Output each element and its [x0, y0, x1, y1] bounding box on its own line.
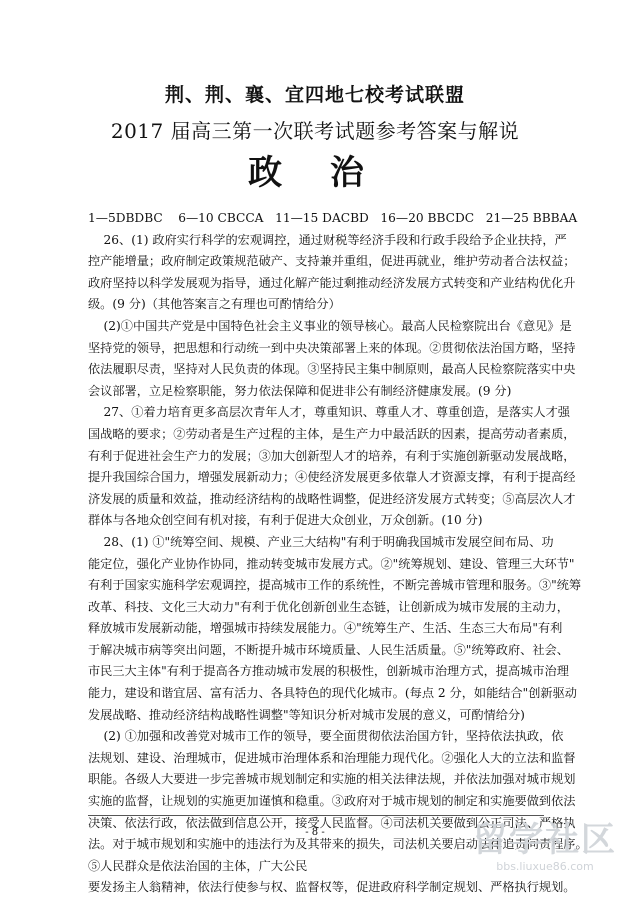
- answer-line: 济发展的质量和效益，推动经济结构的战略性调整，促进经济发展方式转变；⑤高层次人才: [88, 491, 576, 506]
- answer-line: 级。(9 分)（其他答案言之有理也可酌情给分）: [88, 297, 341, 312]
- answer-line: 有利于促进社会生产力的发展；③加大创新型人才的培养，有利于实施创新驱动发展战略，: [88, 448, 576, 463]
- answer-line: (2) ①加强和改善党对城市工作的领导，要全面贯彻依法治国方针，坚持依法执政，依: [88, 729, 564, 744]
- answer-line: 释放城市发展新动能，增强城市持续发展能力。④"统筹生产、生活、生态三大布局"有利: [88, 621, 563, 636]
- answer-line: 改革、科技、文化三大动力"有利于优化创新创业生态链，让创新成为城市发展的主动力，: [88, 599, 569, 614]
- answer-line: 控产能增量；政府制定政策规范破产、支持兼并重组，促进再就业，维护劳动者合法权益；: [88, 254, 576, 269]
- answer-line: 28、(1) ①"统筹空间、规模、产业三大结构"有利于明确我国城市发展空间布局、功: [88, 534, 554, 549]
- answer-key-title: 2017 届高三第一次联考试题参考答案与解说: [110, 119, 520, 143]
- subject-title: 政 治: [248, 153, 382, 193]
- answer-line: 能定位，强化产业协作协同，推动转变城市发展方式。②"统筹规划、建设、管理三大环节": [88, 556, 575, 571]
- answer-line: 国战略的要求；②劳动者是生产过程的主体，是生产力中最活跃的因素，提高劳动者素质，: [88, 426, 576, 441]
- answer-line: 决策、依法行政，依法做到信息公开，接受人民监督。④司法机关要做到公正司法、严格执: [88, 815, 576, 830]
- answer-line: 法。对于城市规划和实施中的违法行为及其带来的损失，司法机关要启动法律追责问责程序。: [88, 837, 588, 852]
- answer-line: 发展战略、推动经济结构战略性调整"等知识分析对城市发展的意义，可酌情给分): [88, 707, 525, 722]
- answer-line: 会议部署，立足检察职能，努力依法保障和促进非公有制经济健康发展。(9 分): [88, 383, 512, 398]
- multiple-choice-answers: 1—5DBDBC 6—10 CBCCA 11—15 DACBD 16—20 BBCDC 21—25 BBBAA: [88, 211, 578, 225]
- watermark-url: bbs.liuxue86.com: [496, 860, 594, 873]
- answer-line: 市民三大主体"有利于提高各方推动城市发展的积极性，创新城市治理方式，提高城市治理: [88, 664, 569, 679]
- answer-line: (2)①中国共产党是中国特色社会主义事业的领导核心。最高人民检察院出台《意见》是: [88, 318, 572, 333]
- answer-line: 于解决城市病等突出问题，不断提升城市环境质量、人民生活质量。⑤"统筹政府、社会、: [88, 642, 569, 657]
- answer-line: 有利于国家实施科学宏观调控，提高城市工作的系统性，不断完善城市管理和服务。③"统筹: [88, 578, 582, 593]
- answer-line: ⑤人民群众是依法治国的主体，广大公民: [88, 858, 308, 873]
- answer-line: 26、(1) 政府实行科学的宏观调控，通过财税等经济手段和行政手段给予企业扶持，严: [88, 232, 567, 247]
- answer-line: 27、①着力培育更多高层次青年人才，尊重知识、尊重人才、尊重创造，是落实人才强: [88, 405, 570, 420]
- answer-line: 群体与各地众创空间有机对接，有利于促进大众创业，万众创新。(10 分): [88, 513, 483, 528]
- footer-divider: [88, 815, 544, 816]
- watermark-logo: [470, 820, 620, 884]
- answer-line: 职能。各级人大要进一步完善城市规划制定和实施的相关法律法规，并依法加强对城市规划: [88, 772, 576, 787]
- answer-line: 提升我国综合国力，增强发展新动力；④使经济发展更多依靠人才资源支撑，有利于提高经: [88, 470, 576, 485]
- answer-line: 要发扬主人翁精神，依法行使参与权、监督权等，促进政府科学制定规划、严格执行规划。: [88, 880, 576, 895]
- exam-alliance-title: 荆、荆、襄、宜四地七校考试联盟: [164, 84, 465, 106]
- answer-line: 依法履职尽责，坚持对人民负责的体现。③坚持民主集中制原则，最高人民检察院落实中央: [88, 362, 576, 377]
- watermark-text: 留学社区: [473, 820, 617, 860]
- page-number: - 8 -: [305, 827, 325, 838]
- answer-line: 法规划、建设、治理城市，促进城市治理体系和治理能力现代化。②强化人大的立法和监督: [88, 750, 576, 765]
- answer-line: 实施的监督，让规划的实施更加谨慎和稳重。③政府对于城市规划的制定和实施要做到依法: [88, 794, 576, 809]
- answer-line: 坚持党的领导，把思想和行动统一到中央决策部署上来的体现。②贯彻依法治国方略，坚持: [88, 340, 576, 355]
- answer-line: 能力，建设和谐宜居、富有活力、各具特色的现代化城市。(每点 2 分，如能结合"创新驱动: [88, 686, 577, 701]
- answer-line: 政府坚持以科学发展观为指导，通过化解产能过剩推动经济发展方式转变和产业结构优化升: [88, 275, 576, 290]
